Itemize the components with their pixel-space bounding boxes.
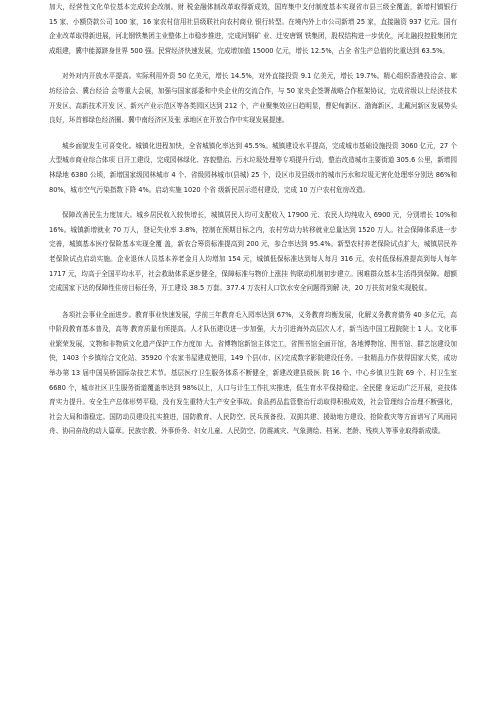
paragraph-opening-up: 对外对内开放水平提高。实际利用外资 50 亿美元，增长 14.5%，对外直接投资 9.1 亿美元，增长 19.7%。精心组织香港投洽会、廊坊经洽会、冀台经洽 会等重大会展，加强与国家部委和中央企业的交流合作，与 50 家央企签署战略合作框架协议，完成省级以上经济技术开发区、高新技术开发 区、新兴产业示范区等各类园区达到 212 个，产业聚集效应日趋明显，曹妃甸新区、渤海新区、北戴河新区发展势头良好，环首都绿色经济圈、冀中南经济区及张 承地区在开放合作中实现发展提速。 [49, 72, 457, 125]
paragraph-livelihood: 保障改善民生力度加大。城乡居民收入较快增长，城镇居民人均可支配收入 17900 元、农民人均纯收入 6900 元，分别增长 10%和 16%。城镇新增就业 70 万人，登记失业率 3.8%，控制在预期目标之内，农村劳动力转移就业总量达到 1520 万人。社会保障体系进一步完善，城镇基本医疗保险基本实现全覆 盖，新农合筹资标准提高到 200 元，参合率达到 95.4%。新型农村养老保险试点扩大，城镇居民养老保险试点启动实施。企业退休人员基本养老金月人均增加 154 元，城镇低保标准达到每人每月 316 元，农村低保标准提高到每人每年 1717 元，均高于全国平均水平，社会救助体系逐步健全，保障标准与物价上涨挂 钩联动机制初步建立。困难群众基本生活得到保障。超额完成国家下达的保障性住房目标任务，开工建设 38.5 万套。377.4 万农村人口饮水安全问题得到解 决，20 万扶贫对象实现脱贫。 [49, 211, 457, 293]
paragraph-economic-reform: 加大，经营性文化单位基本完成转企改制。财 税金融体制改革取得新成效，国库集中支付制度基本实现省市县三级全覆盖，新增村镇银行 15 家、小额贷款公司 100 家，16 家农村信用社县级联社向农村商业 银行转型。在境内外上市公司新增 25 家，直接融资 937 亿元。国有企业改革取得新进展，河北钢铁集团主业整体上市稳步推进，完成河钢矿 业、迁安唐钢 铁集团，股权结构进一步优化，河北融投控股集团完成组建，冀中能源跻身世界 500 强。民营经济快速发展，完成增加值 15000 亿元，增长 12.5%，占全 省生产总值的比重达到 63.5%。 [49, 3, 457, 55]
paragraph-social-undertakings: 各项社会事业全面进步。教育事业快速发展，学前三年教育毛入园率达到 67%，义务教育均衡发展，化解义务教育债务 40 多亿元，高中阶段教育基本普及，高等 教育质量有所提高。人才队伍建设进一步加强，大力引进海外高层次人才，新当选中国工程院院士 1 人。文化事业繁荣发展，文物和非物质文化遗产保护工作力度加 大。省博物馆新馆主体完工，省图书馆全面开馆，各地博物馆、图书馆、群艺馆建设加快，1403 个乡镇综合文化站、35920 个农家书屋建成使用，149 个县(市、区)完成数字影院建设任务。一批精品力作获得国家大奖，成功举办第 13 届中国吴桥国际杂技艺术节。基层医疗卫生服务体系不断健全，新建改建县级医 院 16 个、中心乡镇卫生院 69 个、村卫生室 6680 个，城市社区卫生服务街道覆盖率达到 98%以上，人口与计生工作扎实推进，低生育水平保持稳定。全民健 身运动广泛开展，竞技体育实力提升。安全生产总体形势平稳，没有发生重特大生产安全事故。食品药品监管整治行动取得积极成效，社会管理综合治理不断强化， 社会大局和谐稳定。国防动员建设扎实推进，国防教育、人民防空、民兵预备役、双拥共建、援助地方建设、抢险救灾等方面谱写了风雨同舟、协同奋战的动人篇章。民族宗教、外事侨务、妇女儿童、人民防空、防震减灾、气象测绘、档案、老龄、残疾人等事业取得新成绩。 [49, 310, 457, 436]
document-page [49, 0, 457, 707]
paragraph-urban-rural: 城乡面貌发生可喜变化。城镇化进程加快，全省城镇化率达到 45.5%。城镇建设水平提高，完成城市基础设施投资 3060 亿元，27 个大型城市商业综合体项 目开工建设，完成园林绿化、容貌整治、污水垃圾处理等专项提升行动，整治改造城市主要街道 305.6 公里，新增园林绿地 6380 公顷，新增国家级园林城市 4 个、省级园林城市(县城) 25 个，设区市及县级市的城市污水和垃圾无害化处理率分别达 86%和 80%，城市空气污染指数下降 4%。启动实施 1020 个省 级新民居示范村建设，完成 10 万户农村危房改造。 [49, 141, 457, 194]
